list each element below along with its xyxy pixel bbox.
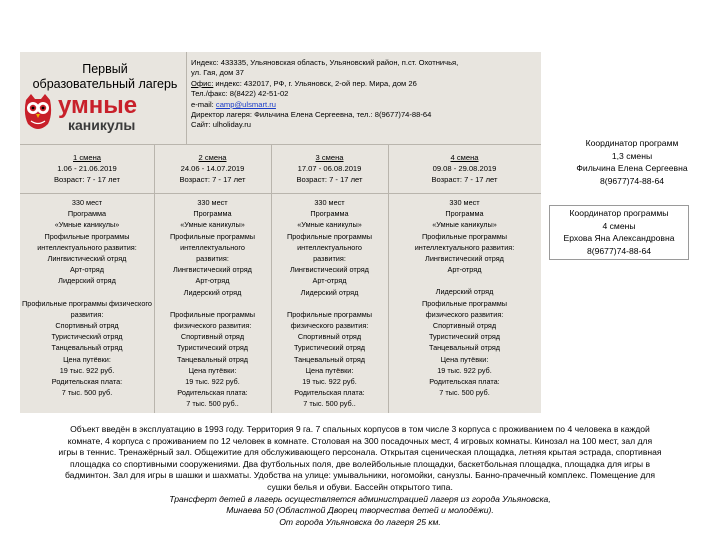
- places-count: 330 мест: [71, 198, 103, 207]
- program-line: Туристический отряд: [428, 332, 501, 342]
- description-line: площадка со спортивными сооружениями. Два футбольных поля, две волейбольные площадки, баскетбольная площадка, площадка для игры в: [69, 458, 651, 469]
- program-line: Профильные программы: [44, 231, 130, 241]
- camp-title: [30, 62, 180, 92]
- shift-dates: 24.06 - 14.07.2019: [180, 164, 245, 173]
- transfer-line: От города Ульяновска до лагеря 25 км.: [279, 516, 441, 527]
- program-column-2: [154, 197, 271, 410]
- phone-line: Тел./факс: 8(8422) 42-51-02: [191, 89, 289, 99]
- shift-dates: 09.08 - 29.08.2019: [432, 164, 497, 173]
- program-line: Лингвистический отряд: [290, 265, 369, 275]
- coordinator-box-2: [549, 207, 689, 257]
- parent-fee-value: 7 тыс. 500 руб.: [439, 388, 490, 398]
- shift-name: 4 смена: [450, 153, 479, 162]
- shift-header-2: [154, 152, 271, 185]
- parent-fee-label: Родительская плата:: [51, 377, 123, 387]
- program-line: интеллектуального: [180, 242, 245, 252]
- address-line: Индекс: 433335, Ульяновская область, Ульяновский район, п.ст. Охотничья,: [191, 58, 459, 67]
- program-line: Профильные программы: [170, 231, 255, 241]
- description-line: бадминтон. Зал для игры в шашки и шахматы. Удобства на улице: умывальники, ногомойки, санузлы. Банно-прачечный комплекс. Помещение для: [64, 470, 656, 481]
- program-line: Программа: [67, 209, 107, 219]
- shift-age: Возраст: 7 - 17 лет: [53, 175, 121, 184]
- program-line: развития:: [70, 309, 104, 319]
- program-line: Танцевальный отряд: [176, 354, 249, 364]
- shift-dates: 17.07 - 06.08.2019: [297, 164, 362, 173]
- program-column-4: [388, 197, 541, 398]
- coordinator-shifts: 4 смены: [602, 220, 636, 231]
- price-value: 19 тыс. 922 руб.: [185, 377, 240, 387]
- director-line: Директор лагеря: Фильчина Елена Сергеевна, тел.: 8(9677)74-88-64: [191, 110, 432, 120]
- office-label: Офис:: [191, 78, 214, 88]
- site-line: Сайт: ulholiday.ru: [191, 120, 252, 130]
- transfer-line: Трансферт детей в лагерь осуществляется администрацией лагеря из города Ульяновска,: [169, 493, 551, 504]
- program-line: Арт-отряд: [312, 276, 347, 286]
- program-line: Программа: [445, 209, 484, 219]
- address-line: ул. Гая, дом 37: [191, 68, 244, 78]
- description-line: сушки белья и обуви. Бассейн открытого типа.: [267, 481, 453, 492]
- description-line: комнате, 4 корпуса с проживанием по 12 человек в комнате. Столовая на 300 посадочных мест, 4 игровых комнаты. Кинозал на 100 мест, зал для: [67, 435, 653, 446]
- program-line: Спортивный отряд: [297, 332, 362, 342]
- grid-line: [20, 144, 541, 145]
- coordinator-name: Фильчина Елена Сергеевна: [576, 163, 688, 173]
- price-label: Цена путёвки:: [440, 354, 489, 364]
- program-line: Лингвистический отряд: [173, 265, 252, 275]
- program-line: интеллектуального развития:: [414, 242, 515, 252]
- parent-fee-value: 7 тыс. 500 руб..: [303, 399, 356, 409]
- logo-word: умные: [58, 92, 138, 119]
- program-line: Танцевальный отряд: [428, 343, 501, 353]
- places-count: 330 мест: [449, 198, 480, 207]
- program-column-1: [20, 197, 154, 398]
- program-line: Профильные программы: [287, 309, 372, 319]
- parent-fee-label: Родительская плата:: [177, 388, 248, 398]
- program-line: «Умные каникулы»: [180, 220, 245, 230]
- program-line: интеллектуального развития:: [37, 242, 137, 252]
- program-line: Профильные программы: [422, 231, 507, 241]
- price-label: Цена путёвки:: [188, 365, 237, 375]
- coordinator-name: Ерхова Яна Александровна: [563, 233, 675, 243]
- program-line: Танцевальный отряд: [51, 343, 123, 353]
- shift-header-4: [388, 152, 541, 185]
- program-line: Лингвистический отряд: [425, 254, 504, 264]
- program-line: Туристический отряд: [51, 332, 123, 342]
- price-value: 19 тыс. 922 руб.: [437, 365, 492, 375]
- coordinator-title: Координатор программы: [569, 208, 669, 218]
- parent-fee-value: 7 тыс. 500 руб..: [186, 399, 239, 409]
- program-line: Танцевальный отряд: [293, 354, 366, 364]
- program-column-3: [271, 197, 388, 410]
- program-line: физического развития:: [290, 321, 369, 331]
- program-line: Арт-отряд: [70, 265, 104, 275]
- program-line: Лидерский отряд: [183, 287, 242, 297]
- shift-header-1: [20, 152, 154, 185]
- office-text: индекс: 432017, РФ, г. Ульяновск, 2-ой пер. Мира, дом 26: [213, 78, 417, 88]
- program-line: Лидерский отряд: [58, 276, 116, 286]
- shift-name: 2 смена: [198, 153, 227, 162]
- email-label: e-mail:: [191, 99, 216, 109]
- program-line: Туристический отряд: [176, 343, 249, 353]
- parent-fee-label: Родительская плата:: [294, 388, 365, 398]
- parent-fee-label: Родительская плата:: [429, 377, 500, 387]
- program-line: Профильные программы: [422, 298, 507, 308]
- coordinator-box-1: [548, 137, 716, 187]
- description-line: Объект введён в эксплуатацию в 1993 году. Территория 9 га. 7 спальных корпусов в том числе 3 корпуса с проживанием по 4 человека в каждой: [70, 424, 650, 434]
- shift-dates: 1.06 - 21.06.2019: [57, 164, 117, 173]
- places-count: 330 мест: [197, 198, 228, 207]
- coordinator-title: Координатор программ: [585, 138, 679, 148]
- program-line: «Умные каникулы»: [432, 220, 497, 230]
- program-line: развития:: [196, 254, 229, 264]
- program-line: Профильные программы физического: [22, 298, 152, 308]
- transfer-line: Минаева 50 (Областной Дворец творчества детей и молодёжи).: [226, 505, 494, 516]
- email-line: [191, 100, 536, 110]
- price-value: 19 тыс. 922 руб.: [302, 377, 357, 387]
- program-line: Программа: [193, 209, 232, 219]
- program-line: «Умные каникулы»: [54, 220, 120, 230]
- email-link[interactable]: camp@ulsmart.ru: [215, 99, 276, 109]
- owl-icon: [25, 94, 51, 129]
- office-line: [191, 79, 536, 89]
- camp-title-line: Первый: [82, 62, 128, 76]
- parent-fee-value: 7 тыс. 500 руб.: [61, 388, 113, 398]
- program-line: Туристический отряд: [293, 343, 366, 353]
- grid-line: [20, 193, 541, 194]
- camp-title-line: образовательный лагерь: [32, 77, 178, 91]
- owl-logo: [22, 92, 182, 134]
- shift-age: Возраст: 7 - 17 лет: [431, 175, 498, 184]
- program-line: Спортивный отряд: [432, 321, 497, 331]
- program-line: интеллектуального: [297, 242, 362, 252]
- program-line: Арт-отряд: [447, 265, 482, 275]
- program-line: Лидерский отряд: [300, 287, 359, 297]
- shift-header-3: [271, 152, 388, 185]
- price-label: Цена путёвки:: [305, 365, 354, 375]
- shift-name: 1 смена: [73, 153, 101, 162]
- program-line: Спортивный отряд: [55, 321, 119, 331]
- grid-line: [186, 52, 187, 144]
- program-line: развития:: [313, 254, 346, 264]
- program-line: физического развития:: [425, 309, 504, 319]
- price-label: Цена путёвки:: [63, 354, 111, 364]
- logo-word: каникулы: [68, 117, 136, 133]
- coordinator-shifts: 1,3 смены: [611, 150, 653, 161]
- coordinator-phone: 8(9677)74-88-64: [599, 175, 665, 186]
- program-line: Профильные программы: [170, 309, 255, 319]
- program-line: Профильные программы: [287, 231, 372, 241]
- program-line: «Умные каникулы»: [297, 220, 362, 230]
- contacts-block: [191, 58, 536, 131]
- places-count: 330 мест: [314, 198, 345, 207]
- coordinator-phone: 8(9677)74-88-64: [586, 245, 652, 256]
- program-line: Лидерский отряд: [435, 287, 494, 297]
- shift-name: 3 смена: [315, 153, 344, 162]
- program-line: Спортивный отряд: [180, 332, 245, 342]
- program-line: физического развития:: [173, 321, 252, 331]
- program-line: Арт-отряд: [195, 276, 230, 286]
- program-line: Лингвистический отряд: [47, 254, 127, 264]
- camp-description: [0, 424, 720, 528]
- shift-age: Возраст: 7 - 17 лет: [296, 175, 363, 184]
- shift-age: Возраст: 7 - 17 лет: [179, 175, 246, 184]
- program-line: Программа: [310, 209, 349, 219]
- description-line: игры в теннис. Тренажёрный зал. Общежитие для обслуживающего персонала. Открытая сценическая площадка, летняя крытая эстрада, спортивная: [58, 447, 662, 458]
- price-value: 19 тыс. 922 руб.: [59, 365, 115, 375]
